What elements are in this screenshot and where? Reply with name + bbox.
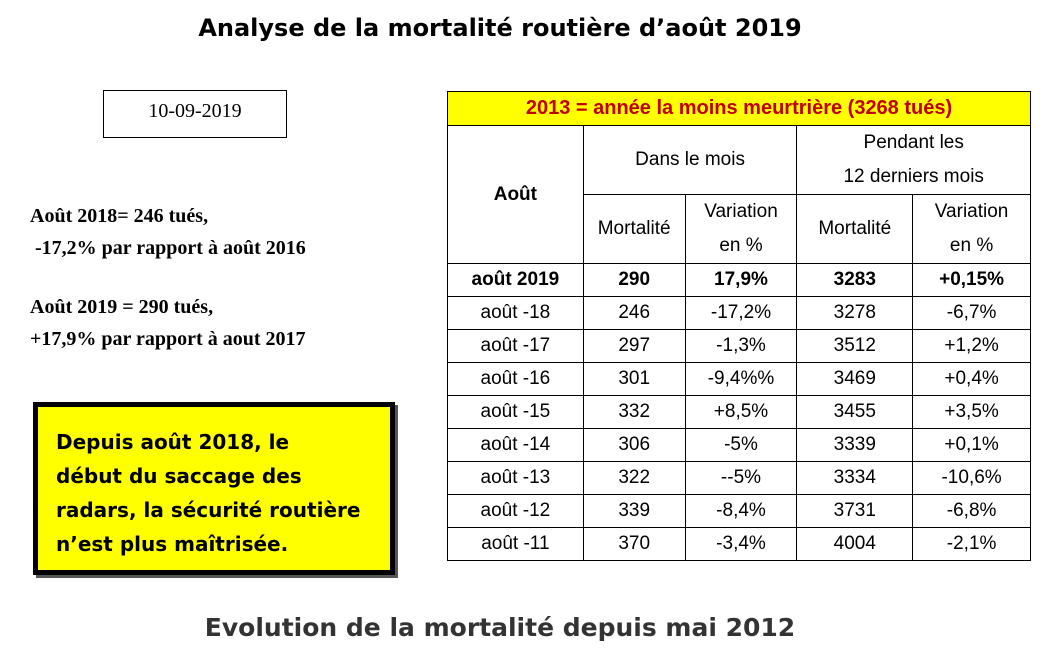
variation-header-12-months-line1: Variation [934, 201, 1009, 222]
stats-block [30, 200, 306, 264]
callout-line-2: début du saccage des [56, 464, 302, 488]
callout-line-4: n’est plus maîtrisée. [56, 532, 289, 556]
header-row-1 [448, 126, 1031, 195]
variation-month-cell: --5% [685, 462, 797, 495]
variation-12-months-cell: +3,5% [913, 396, 1031, 429]
table-row [448, 264, 1031, 297]
table-banner: 2013 = année la moins meurtrière (3268 tués) [448, 92, 1031, 126]
mortalite-12-months-cell: 3339 [797, 429, 913, 462]
variation-12-months-cell: +0,15% [913, 264, 1031, 297]
row-label: août -16 [448, 363, 584, 396]
variation-header-month [685, 195, 797, 264]
month-column-header: Août [448, 126, 584, 264]
table-row [448, 429, 1031, 462]
table-banner-row [448, 92, 1031, 126]
stats-block-2019 [30, 291, 305, 355]
variation-12-months-cell: -6,7% [913, 297, 1031, 330]
mortalite-12-months-cell: 3278 [797, 297, 913, 330]
mortalite-header-12-months: Mortalité [797, 195, 913, 264]
mortalite-month-cell: 370 [583, 528, 685, 561]
group-header-month: Dans le mois [583, 126, 797, 195]
table-row [448, 297, 1031, 330]
stat-line-aout-2018: Août 2018= 246 tués, [30, 205, 209, 227]
row-label: août -17 [448, 330, 584, 363]
mortalite-month-cell: 246 [583, 297, 685, 330]
variation-month-cell: -17,2% [685, 297, 797, 330]
mortalite-month-cell: 339 [583, 495, 685, 528]
row-label: août -11 [448, 528, 584, 561]
date-box: 10-09-2019 [103, 90, 287, 138]
mortalite-12-months-cell: 3731 [797, 495, 913, 528]
variation-month-cell: -5% [685, 429, 797, 462]
mortalite-month-cell: 301 [583, 363, 685, 396]
mortalite-month-cell: 322 [583, 462, 685, 495]
variation-12-months-cell: +0,1% [913, 429, 1031, 462]
mortalite-12-months-cell: 3455 [797, 396, 913, 429]
stat-line-aout-2019: Août 2019 = 290 tués, [30, 296, 214, 318]
group-header-12-months-line2: 12 derniers mois [843, 166, 984, 187]
row-label: août 2019 [448, 264, 584, 297]
mortalite-12-months-cell: 3512 [797, 330, 913, 363]
callout-line-3: radars, la sécurité routière [56, 498, 361, 522]
table-row [448, 495, 1031, 528]
row-label: août -12 [448, 495, 584, 528]
variation-header-12-months-line2: en % [949, 235, 994, 256]
variation-header-month-line2: en % [719, 235, 763, 256]
variation-12-months-cell: -10,6% [913, 462, 1031, 495]
page-title: Analyse de la mortalité routière d’août 2019 [198, 14, 802, 42]
table-row [448, 396, 1031, 429]
callout-box [33, 402, 395, 575]
callout-line-1: Depuis août 2018, le [56, 430, 290, 454]
table-row [448, 363, 1031, 396]
mortalite-header-month: Mortalité [583, 195, 685, 264]
variation-month-cell: +8,5% [685, 396, 797, 429]
stat-line-variation-2019: +17,9% par rapport à aout 2017 [30, 328, 306, 350]
stat-line-variation-2018: -17,2% par rapport à août 2016 [30, 237, 306, 259]
row-label: août -13 [448, 462, 584, 495]
mortalite-12-months-cell: 3283 [797, 264, 913, 297]
variation-12-months-cell: +0,4% [913, 363, 1031, 396]
table-row [448, 528, 1031, 561]
variation-month-cell: -9,4%% [685, 363, 797, 396]
row-label: août -18 [448, 297, 584, 330]
variation-12-months-cell: -2,1% [913, 528, 1031, 561]
row-label: août -14 [448, 429, 584, 462]
mortalite-month-cell: 290 [583, 264, 685, 297]
variation-month-cell: -1,3% [685, 330, 797, 363]
mortalite-12-months-cell: 3334 [797, 462, 913, 495]
group-header-12-months [797, 126, 1031, 195]
variation-header-12-months [913, 195, 1031, 264]
footer-caption: Evolution de la mortalité depuis mai 2012 [204, 613, 796, 642]
table-row [448, 330, 1031, 363]
variation-12-months-cell: -6,8% [913, 495, 1031, 528]
group-header-12-months-line1: Pendant les [863, 132, 964, 153]
variation-month-cell: -8,4% [685, 495, 797, 528]
mortalite-month-cell: 297 [583, 330, 685, 363]
variation-header-month-line1: Variation [704, 201, 778, 222]
mortalite-month-cell: 306 [583, 429, 685, 462]
mortality-table [447, 91, 1031, 561]
mortalite-12-months-cell: 3469 [797, 363, 913, 396]
row-label: août -15 [448, 396, 584, 429]
mortalite-12-months-cell: 4004 [797, 528, 913, 561]
variation-12-months-cell: +1,2% [913, 330, 1031, 363]
mortalite-month-cell: 332 [583, 396, 685, 429]
variation-month-cell: -3,4% [685, 528, 797, 561]
table-row [448, 462, 1031, 495]
variation-month-cell: 17,9% [685, 264, 797, 297]
